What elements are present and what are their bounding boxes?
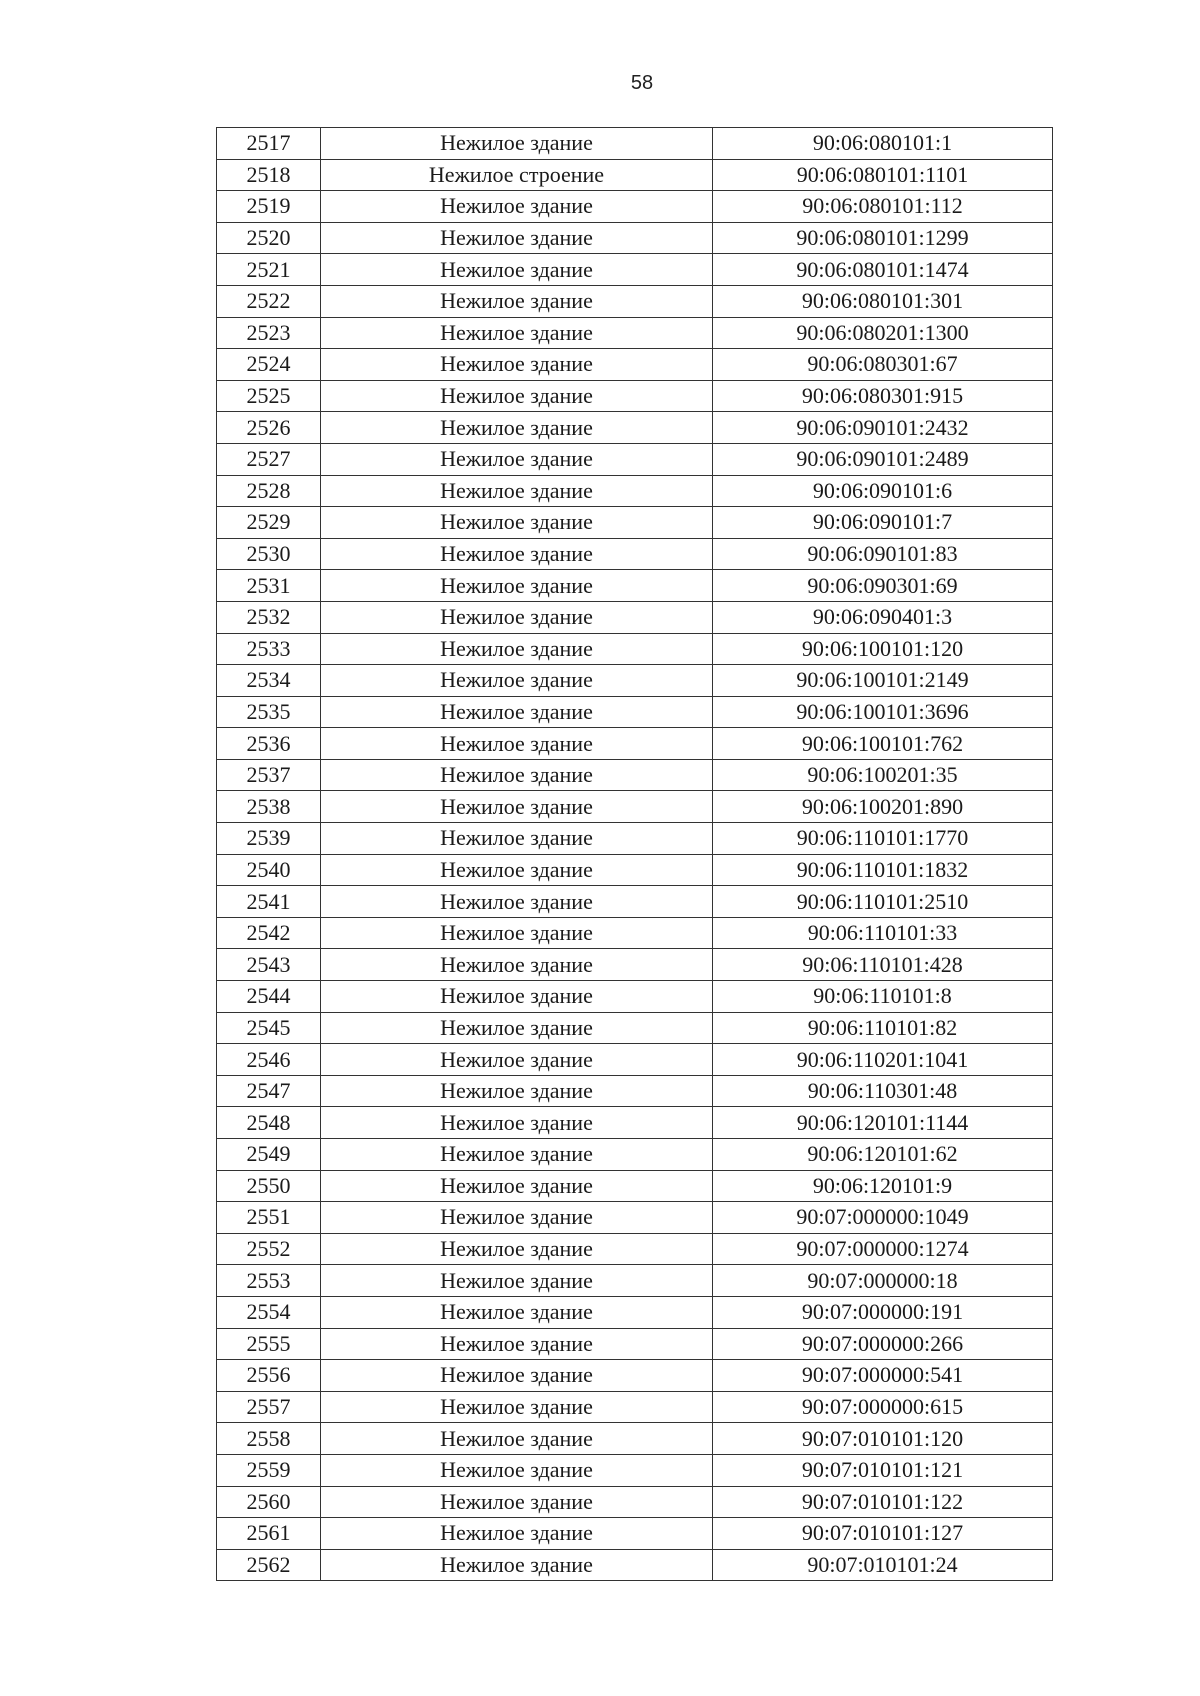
cadastral-number-cell: 90:06:120101:1144 [713, 1107, 1053, 1139]
cadastral-number-cell: 90:06:110101:1770 [713, 823, 1053, 855]
cadastral-number-cell: 90:07:000000:1274 [713, 1233, 1053, 1265]
table-row [217, 1265, 1053, 1297]
row-number-cell: 2530 [217, 538, 321, 570]
table-row [217, 538, 1053, 570]
table-row [217, 1139, 1053, 1171]
cadastral-number-cell: 90:07:000000:266 [713, 1328, 1053, 1360]
table-row [217, 1202, 1053, 1234]
table-row [217, 633, 1053, 665]
cadastral-number-cell: 90:06:080101:1 [713, 128, 1053, 160]
table-row [217, 1360, 1053, 1392]
cadastral-number-cell: 90:06:100101:762 [713, 728, 1053, 760]
row-number-cell: 2558 [217, 1423, 321, 1455]
table-row [217, 1012, 1053, 1044]
table-row [217, 1296, 1053, 1328]
row-number-cell: 2534 [217, 665, 321, 697]
row-number-cell: 2539 [217, 823, 321, 855]
cadastral-number-cell: 90:06:080101:1101 [713, 159, 1053, 191]
cadastral-number-cell: 90:06:090101:83 [713, 538, 1053, 570]
table-row [217, 1549, 1053, 1581]
object-type-cell: Нежилое здание [321, 1139, 713, 1171]
object-type-cell: Нежилое здание [321, 949, 713, 981]
table-row [217, 886, 1053, 918]
object-type-cell: Нежилое здание [321, 1518, 713, 1550]
row-number-cell: 2543 [217, 949, 321, 981]
table-row [217, 854, 1053, 886]
cadastral-number-cell: 90:06:080201:1300 [713, 317, 1053, 349]
cadastral-number-cell: 90:06:110101:33 [713, 917, 1053, 949]
cadastral-number-cell: 90:06:110101:82 [713, 1012, 1053, 1044]
table-row [217, 254, 1053, 286]
cadastral-number-cell: 90:06:090301:69 [713, 570, 1053, 602]
row-number-cell: 2540 [217, 854, 321, 886]
row-number-cell: 2520 [217, 222, 321, 254]
table-row [217, 317, 1053, 349]
object-type-cell: Нежилое здание [321, 1328, 713, 1360]
row-number-cell: 2548 [217, 1107, 321, 1139]
object-type-cell: Нежилое здание [321, 254, 713, 286]
cadastral-number-cell: 90:07:000000:615 [713, 1391, 1053, 1423]
cadastral-number-cell: 90:06:080101:1299 [713, 222, 1053, 254]
object-type-cell: Нежилое здание [321, 1107, 713, 1139]
row-number-cell: 2529 [217, 507, 321, 539]
table-row [217, 823, 1053, 855]
cadastral-number-cell: 90:07:010101:24 [713, 1549, 1053, 1581]
row-number-cell: 2561 [217, 1518, 321, 1550]
row-number-cell: 2547 [217, 1075, 321, 1107]
object-type-cell: Нежилое здание [321, 854, 713, 886]
table-row [217, 570, 1053, 602]
row-number-cell: 2525 [217, 380, 321, 412]
row-number-cell: 2523 [217, 317, 321, 349]
cadastral-number-cell: 90:07:010101:122 [713, 1486, 1053, 1518]
row-number-cell: 2519 [217, 191, 321, 223]
row-number-cell: 2517 [217, 128, 321, 160]
cadastral-number-cell: 90:07:010101:120 [713, 1423, 1053, 1455]
object-type-cell: Нежилое здание [321, 380, 713, 412]
cadastral-number-cell: 90:06:090101:6 [713, 475, 1053, 507]
table-row [217, 696, 1053, 728]
cadastral-number-cell: 90:06:080301:915 [713, 380, 1053, 412]
cadastral-number-cell: 90:06:110101:428 [713, 949, 1053, 981]
row-number-cell: 2526 [217, 412, 321, 444]
cadastral-number-cell: 90:06:120101:62 [713, 1139, 1053, 1171]
row-number-cell: 2559 [217, 1454, 321, 1486]
object-type-cell: Нежилое здание [321, 570, 713, 602]
cadastral-number-cell: 90:07:000000:18 [713, 1265, 1053, 1297]
table-row [217, 1233, 1053, 1265]
table-row [217, 191, 1053, 223]
object-type-cell: Нежилое здание [321, 349, 713, 381]
object-type-cell: Нежилое здание [321, 917, 713, 949]
cadastral-number-cell: 90:06:110301:48 [713, 1075, 1053, 1107]
table-row [217, 759, 1053, 791]
cadastral-number-cell: 90:06:080101:301 [713, 285, 1053, 317]
table-row [217, 981, 1053, 1013]
row-number-cell: 2562 [217, 1549, 321, 1581]
table-row [217, 1107, 1053, 1139]
object-type-cell: Нежилое здание [321, 317, 713, 349]
object-type-cell: Нежилое здание [321, 1360, 713, 1392]
table-row [217, 1044, 1053, 1076]
table-row [217, 1454, 1053, 1486]
row-number-cell: 2554 [217, 1296, 321, 1328]
row-number-cell: 2549 [217, 1139, 321, 1171]
row-number-cell: 2546 [217, 1044, 321, 1076]
cadastral-number-cell: 90:06:100101:120 [713, 633, 1053, 665]
object-type-cell: Нежилое здание [321, 1012, 713, 1044]
row-number-cell: 2537 [217, 759, 321, 791]
object-type-cell: Нежилое здание [321, 222, 713, 254]
cadastral-number-cell: 90:06:100201:890 [713, 791, 1053, 823]
cadastral-number-cell: 90:06:110101:8 [713, 981, 1053, 1013]
row-number-cell: 2518 [217, 159, 321, 191]
object-type-cell: Нежилое здание [321, 759, 713, 791]
cadastral-number-cell: 90:06:090101:7 [713, 507, 1053, 539]
row-number-cell: 2533 [217, 633, 321, 665]
row-number-cell: 2556 [217, 1360, 321, 1392]
page-number: 58 [630, 72, 654, 94]
table-row [217, 665, 1053, 697]
object-type-cell: Нежилое здание [321, 886, 713, 918]
row-number-cell: 2545 [217, 1012, 321, 1044]
object-type-cell: Нежилое здание [321, 1391, 713, 1423]
cadastral-number-cell: 90:06:100101:2149 [713, 665, 1053, 697]
cadastral-number-cell: 90:07:010101:127 [713, 1518, 1053, 1550]
row-number-cell: 2557 [217, 1391, 321, 1423]
object-type-cell: Нежилое здание [321, 823, 713, 855]
row-number-cell: 2527 [217, 443, 321, 475]
object-type-cell: Нежилое здание [321, 1454, 713, 1486]
cadastral-number-cell: 90:06:080301:67 [713, 349, 1053, 381]
cadastral-number-cell: 90:06:090101:2432 [713, 412, 1053, 444]
row-number-cell: 2553 [217, 1265, 321, 1297]
object-type-cell: Нежилое здание [321, 412, 713, 444]
table-row [217, 507, 1053, 539]
object-type-cell: Нежилое здание [321, 1265, 713, 1297]
row-number-cell: 2524 [217, 349, 321, 381]
cadastral-number-cell: 90:06:110201:1041 [713, 1044, 1053, 1076]
row-number-cell: 2528 [217, 475, 321, 507]
object-type-cell: Нежилое здание [321, 443, 713, 475]
table-row [217, 475, 1053, 507]
object-type-cell: Нежилое здание [321, 538, 713, 570]
table-row [217, 1423, 1053, 1455]
object-type-cell: Нежилое строение [321, 159, 713, 191]
table-row [217, 159, 1053, 191]
cadastral-number-cell: 90:06:100101:3696 [713, 696, 1053, 728]
row-number-cell: 2544 [217, 981, 321, 1013]
registry-table-body [217, 128, 1053, 1581]
row-number-cell: 2552 [217, 1233, 321, 1265]
row-number-cell: 2535 [217, 696, 321, 728]
row-number-cell: 2551 [217, 1202, 321, 1234]
table-row [217, 791, 1053, 823]
row-number-cell: 2542 [217, 917, 321, 949]
cadastral-number-cell: 90:06:110101:1832 [713, 854, 1053, 886]
table-row [217, 1486, 1053, 1518]
object-type-cell: Нежилое здание [321, 1075, 713, 1107]
object-type-cell: Нежилое здание [321, 1486, 713, 1518]
object-type-cell: Нежилое здание [321, 191, 713, 223]
table-row [217, 443, 1053, 475]
object-type-cell: Нежилое здание [321, 791, 713, 823]
object-type-cell: Нежилое здание [321, 1170, 713, 1202]
object-type-cell: Нежилое здание [321, 981, 713, 1013]
table-row [217, 1170, 1053, 1202]
cadastral-number-cell: 90:06:090401:3 [713, 601, 1053, 633]
row-number-cell: 2560 [217, 1486, 321, 1518]
object-type-cell: Нежилое здание [321, 696, 713, 728]
row-number-cell: 2531 [217, 570, 321, 602]
table-row [217, 1391, 1053, 1423]
table-row [217, 412, 1053, 444]
object-type-cell: Нежилое здание [321, 1233, 713, 1265]
cadastral-number-cell: 90:06:080101:1474 [713, 254, 1053, 286]
object-type-cell: Нежилое здание [321, 1044, 713, 1076]
row-number-cell: 2521 [217, 254, 321, 286]
table-row [217, 349, 1053, 381]
cadastral-number-cell: 90:07:000000:191 [713, 1296, 1053, 1328]
row-number-cell: 2536 [217, 728, 321, 760]
row-number-cell: 2538 [217, 791, 321, 823]
table-row [217, 1328, 1053, 1360]
cadastral-number-cell: 90:07:010101:121 [713, 1454, 1053, 1486]
table-row [217, 601, 1053, 633]
table-row [217, 917, 1053, 949]
cadastral-number-cell: 90:07:000000:1049 [713, 1202, 1053, 1234]
table-row [217, 728, 1053, 760]
object-type-cell: Нежилое здание [321, 1423, 713, 1455]
row-number-cell: 2522 [217, 285, 321, 317]
table-row [217, 380, 1053, 412]
table-row [217, 128, 1053, 160]
cadastral-number-cell: 90:06:100201:35 [713, 759, 1053, 791]
row-number-cell: 2541 [217, 886, 321, 918]
table-row [217, 1518, 1053, 1550]
object-type-cell: Нежилое здание [321, 1202, 713, 1234]
cadastral-number-cell: 90:06:080101:112 [713, 191, 1053, 223]
cadastral-number-cell: 90:06:120101:9 [713, 1170, 1053, 1202]
object-type-cell: Нежилое здание [321, 601, 713, 633]
registry-table [216, 127, 1053, 1581]
object-type-cell: Нежилое здание [321, 128, 713, 160]
object-type-cell: Нежилое здание [321, 475, 713, 507]
row-number-cell: 2532 [217, 601, 321, 633]
row-number-cell: 2550 [217, 1170, 321, 1202]
object-type-cell: Нежилое здание [321, 285, 713, 317]
object-type-cell: Нежилое здание [321, 1296, 713, 1328]
object-type-cell: Нежилое здание [321, 728, 713, 760]
object-type-cell: Нежилое здание [321, 665, 713, 697]
table-row [217, 1075, 1053, 1107]
table-row [217, 222, 1053, 254]
cadastral-number-cell: 90:07:000000:541 [713, 1360, 1053, 1392]
cadastral-number-cell: 90:06:110101:2510 [713, 886, 1053, 918]
object-type-cell: Нежилое здание [321, 1549, 713, 1581]
cadastral-number-cell: 90:06:090101:2489 [713, 443, 1053, 475]
table-row [217, 949, 1053, 981]
object-type-cell: Нежилое здание [321, 507, 713, 539]
table-row [217, 285, 1053, 317]
row-number-cell: 2555 [217, 1328, 321, 1360]
object-type-cell: Нежилое здание [321, 633, 713, 665]
